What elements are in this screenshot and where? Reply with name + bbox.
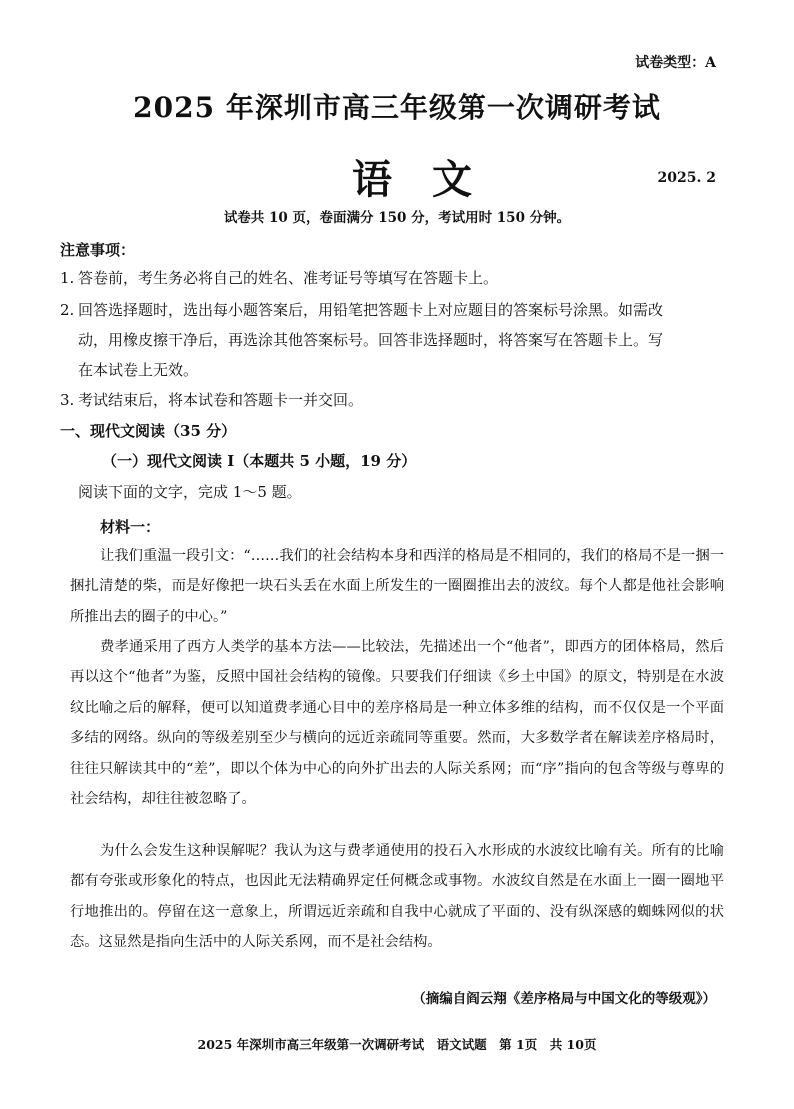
notice-item-2-continuation-2: 在本试卷上无效。 (78, 361, 199, 379)
notice-item-2 (60, 294, 663, 326)
notice-item-1 (60, 262, 498, 294)
exam-date: 2025. 2 (657, 170, 716, 186)
subject-title: 语文 (352, 156, 512, 203)
notice-item-number: 2. (60, 301, 75, 319)
notice-item-text: 回答选择题时，选出每小题答案后，用铅笔把答题卡上对应题目的答案标号涂黑。如需改 (78, 301, 664, 319)
passage-paragraph-2: 费孝通采用了西方人类学的基本方法——比较法，先描述出一个“他者”，即西方的团体格局，然后再以这个“他者”为鉴，反照中国社会结构的镜像。只要我们仔细读《乡土中国》的原文，特别是在水波纹比喻之后的解释，便可以知道费孝通心目中的差序格局是一种立体多维的结构，而不仅仅是一个平面多结的网络。纵向的等级差别至少与横向的远近亲疏同等重要。然而，大多数学者在解读差序格局时，往往只解读其中的“差”，即以个体为中心的向外扩出去的人际关系网；而“序”指向的包含等级与尊卑的社会结构，却往往被忽略了。 (70, 639, 724, 808)
exam-info: 试卷共 10 页，卷面满分 150 分，考试用时 150 分钟。 (223, 210, 571, 226)
notice-heading: 注意事项： (60, 241, 136, 259)
section-heading: 一、现代文阅读（35 分） (60, 422, 237, 440)
notice-item-number: 1. (60, 269, 75, 287)
passage-paragraph-3: 为什么会发生这种误解呢？我认为这与费孝通使用的投石入水形成的水波纹比喻有关。所有的比喻都有夸张或形象化的特点，也因此无法精确界定任何概念或事物。水波纹自然是在水面上一圈一圈地平行地推出的。停留在这一意象上，所谓远近亲疏和自我中心就成了平面的、没有纵深感的蜘蛛网似的状态。这显然是指向生活中的人际关系网，而不是社会结构。 (70, 843, 724, 951)
notice-item-3 (60, 384, 363, 416)
reading-instruction: 阅读下面的文字，完成 1～5 题。 (78, 483, 302, 501)
notice-item-number: 3. (60, 391, 75, 409)
subsection-heading: （一）现代文阅读 I（本题共 5 小题，19 分） (102, 452, 417, 470)
notice-item-text: 答卷前，考生务必将自己的姓名、准考证号等填写在答题卡上。 (78, 269, 499, 287)
notice-item-2-continuation-1: 动，用橡皮擦干净后，再选涂其他答案标号。回答非选择题时，将答案写在答题卡上。写 (78, 331, 664, 349)
page-footer: 2025 年深圳市高三年级第一次调研考试 语文试题 第 1页 共 10页 (197, 1037, 597, 1052)
material-label: 材料一： (100, 518, 161, 536)
passage-source: （摘编自阎云翔《差序格局与中国文化的等级观》） (412, 991, 716, 1007)
notice-item-text: 考试结束后，将本试卷和答题卡一并交回。 (78, 391, 364, 409)
paper-type-label: 试卷类型：A (635, 55, 716, 71)
exam-title: 2025 年深圳市高三年级第一次调研考试 (133, 91, 661, 124)
passage-paragraph-1: 让我们重温一段引文：“……我们的社会结构本身和西洋的格局是不相同的，我们的格局不是一捆一捆扎清楚的柴，而是好像把一块石头丢在水面上所发生的一圈圈推出去的波纹。每个人都是他社会影响所推出去的圈子的中心。” (70, 548, 724, 625)
